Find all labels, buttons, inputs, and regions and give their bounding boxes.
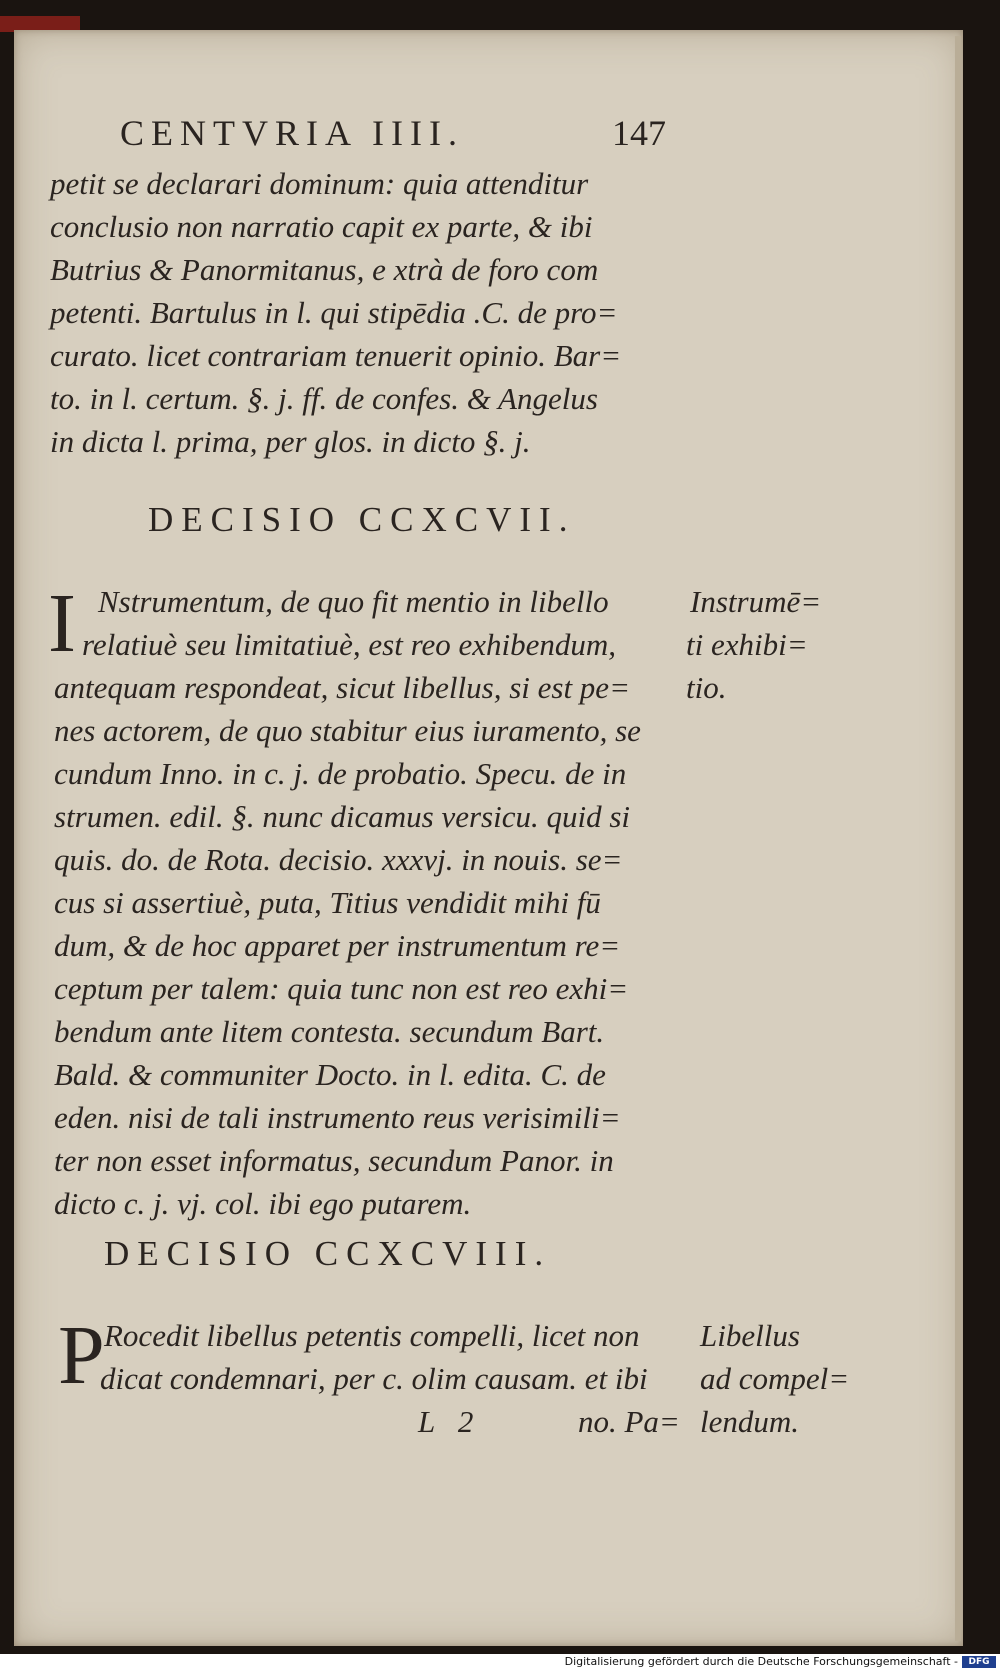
text-line: strumen. edil. §. nunc dicamus versicu. quid si [54, 799, 631, 834]
text-line: Nstrumentum, de quo fit mentio in libello [98, 584, 609, 619]
text-line: petit se declarari dominum: quia attenditur [50, 166, 589, 201]
text-line: in dicta l. prima, per glos. in dicto §. j. [50, 424, 531, 459]
section-heading: DECISIO CCXCVII. [148, 500, 576, 539]
text-line: curato. licet contrariam tenuerit opinio. Bar= [50, 338, 622, 373]
text-line: Rocedit libellus petentis compelli, licet non [104, 1318, 640, 1353]
section-heading: DECISIO CCXCVIII. [104, 1234, 552, 1273]
text-line: Butrius & Panormitanus, e xtrà de foro com [50, 252, 599, 287]
page-number: 147 [612, 113, 666, 153]
text-line: dicto c. j. vj. col. ibi ego putarem. [54, 1186, 472, 1221]
text-line: antequam respondeat, sicut libellus, si est pe= [54, 670, 630, 705]
marginal-note-line: tio. [686, 670, 727, 705]
text-line: dum, & de hoc apparet per instrumentum re= [54, 928, 621, 963]
text-line: eden. nisi de tali instrumento reus verisimili= [54, 1100, 621, 1135]
text-line: dicat condemnari, per c. olim causam. et ibi [100, 1361, 648, 1396]
marginal-note-line: Instrumē= [690, 584, 822, 619]
text-line: petenti. Bartulus in l. qui stipēdia .C. de pro= [50, 295, 618, 330]
text-line: ter non esset informatus, secundum Panor. in [54, 1143, 614, 1178]
text-line: ceptum per talem: quia tunc non est reo exhi= [54, 971, 629, 1006]
page-edge [955, 36, 961, 1641]
marginal-note-line: ad compel= [700, 1361, 850, 1396]
text-line: cus si assertiuè, puta, Titius vendidit mihi fū [54, 885, 601, 920]
text-line: cundum Inno. in c. j. de probatio. Specu. de in [54, 756, 627, 791]
marginal-note-line: ti exhibi= [686, 627, 808, 662]
catchword: no. Pa= [578, 1404, 680, 1439]
text-line: quis. do. de Rota. decisio. xxxvj. in nouis. se= [54, 842, 623, 877]
dfg-logo: DFG [962, 1656, 996, 1668]
text-line: bendum ante litem contesta. secundum Bart. [54, 1014, 605, 1049]
text-line: to. in l. certum. §. j. ff. de confes. & Angelus [50, 381, 598, 416]
text-line: conclusio non narratio capit ex parte, & ibi [50, 209, 593, 244]
marginal-note-line: Libellus [700, 1318, 800, 1353]
text-line: nes actorem, de quo stabitur eius iuramento, se [54, 713, 641, 748]
drop-cap-initial: P [58, 1309, 105, 1402]
signature-mark: L 2 [418, 1404, 474, 1439]
digitization-credit: Digitalisierung gefördert durch die Deutsche Forschungsgemeinschaft - [564, 1655, 958, 1668]
running-head-title: CENTVRIA IIII. [120, 113, 464, 153]
drop-cap-initial: I [48, 577, 76, 670]
text-line: relatiuè seu limitatiuè, est reo exhibendum, [82, 627, 617, 662]
marginal-note-line: lendum. [700, 1404, 800, 1439]
text-line: Bald. & communiter Docto. in l. edita. C. de [54, 1057, 606, 1092]
